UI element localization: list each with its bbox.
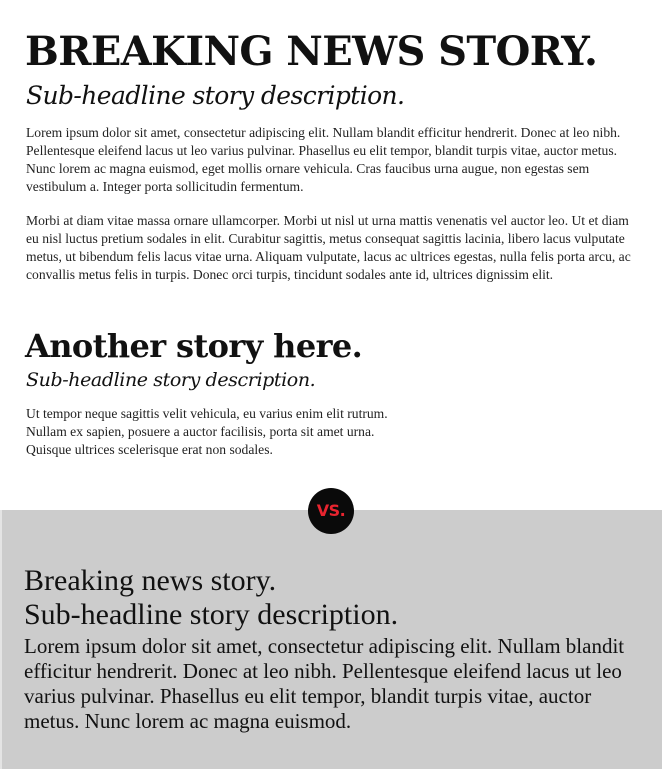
vs-label: VS.	[316, 501, 346, 520]
main-headline: BREAKING NEWS STORY.	[25, 28, 598, 75]
second-story-paragraph: Ut tempor neque sagittis velit vehicula, eu varius enim elit rutrum. Nullam ex sapien, posuere a auctor facilisis, porta sit amet urna. Quisque ultrices scelerisque erat non sodales.	[26, 406, 388, 457]
plain-subheadline: Sub-headline story description.	[24, 598, 399, 631]
plain-headline: Breaking news story.	[24, 564, 277, 597]
second-headline: Another story here.	[25, 327, 363, 365]
second-subheadline: Sub-headline story description.	[26, 369, 316, 391]
main-story-paragraph-1: Lorem ipsum dolor sit amet, consectetur adipiscing elit. Nullam blandit efficitur hendrerit. Donec at leo nibh. Pellentesque eleifend lacus ut leo varius pulvinar. Phasellus eu elit tempor, blandit turpis vitae, auctor metus. Nunc lorem ac magna euismod, eget mollis ornare vehicula. Cras faucibus urna augue, non egestas sem vestibulum a. Integer porta sollicitudin fermentum.	[26, 125, 621, 194]
plain-paragraph: Lorem ipsum dolor sit amet, consectetur adipiscing elit. Nullam blandit efficitur hendrerit. Donec at leo nibh. Pellentesque eleifend lacus ut leo varius pulvinar. Phasellus eu elit tempor, blandit turpis vitae, auctor metus. Nunc lorem ac magna euismod.	[24, 634, 625, 733]
main-story-paragraph-2: Morbi at diam vitae massa ornare ullamcorper. Morbi ut nisl ut urna mattis venenatis vel auctor leo. Ut et diam eu nisl luctus pretium sodales in elit. Curabitur sagittis, metus consequat sagittis lacinia, libero lacus vulputate metus, ut bibendum felis lacus vitae urna. Aliquam vulputate, lacus ac ultrices egestas, nulla felis porta arcu, ac convallis metus felis in turpis. Donec orci turpis, tincidunt sodales ante id, ultrices dignissim elit.	[26, 213, 631, 282]
main-subheadline: Sub-headline story description.	[26, 81, 405, 110]
vs-badge	[308, 488, 354, 534]
